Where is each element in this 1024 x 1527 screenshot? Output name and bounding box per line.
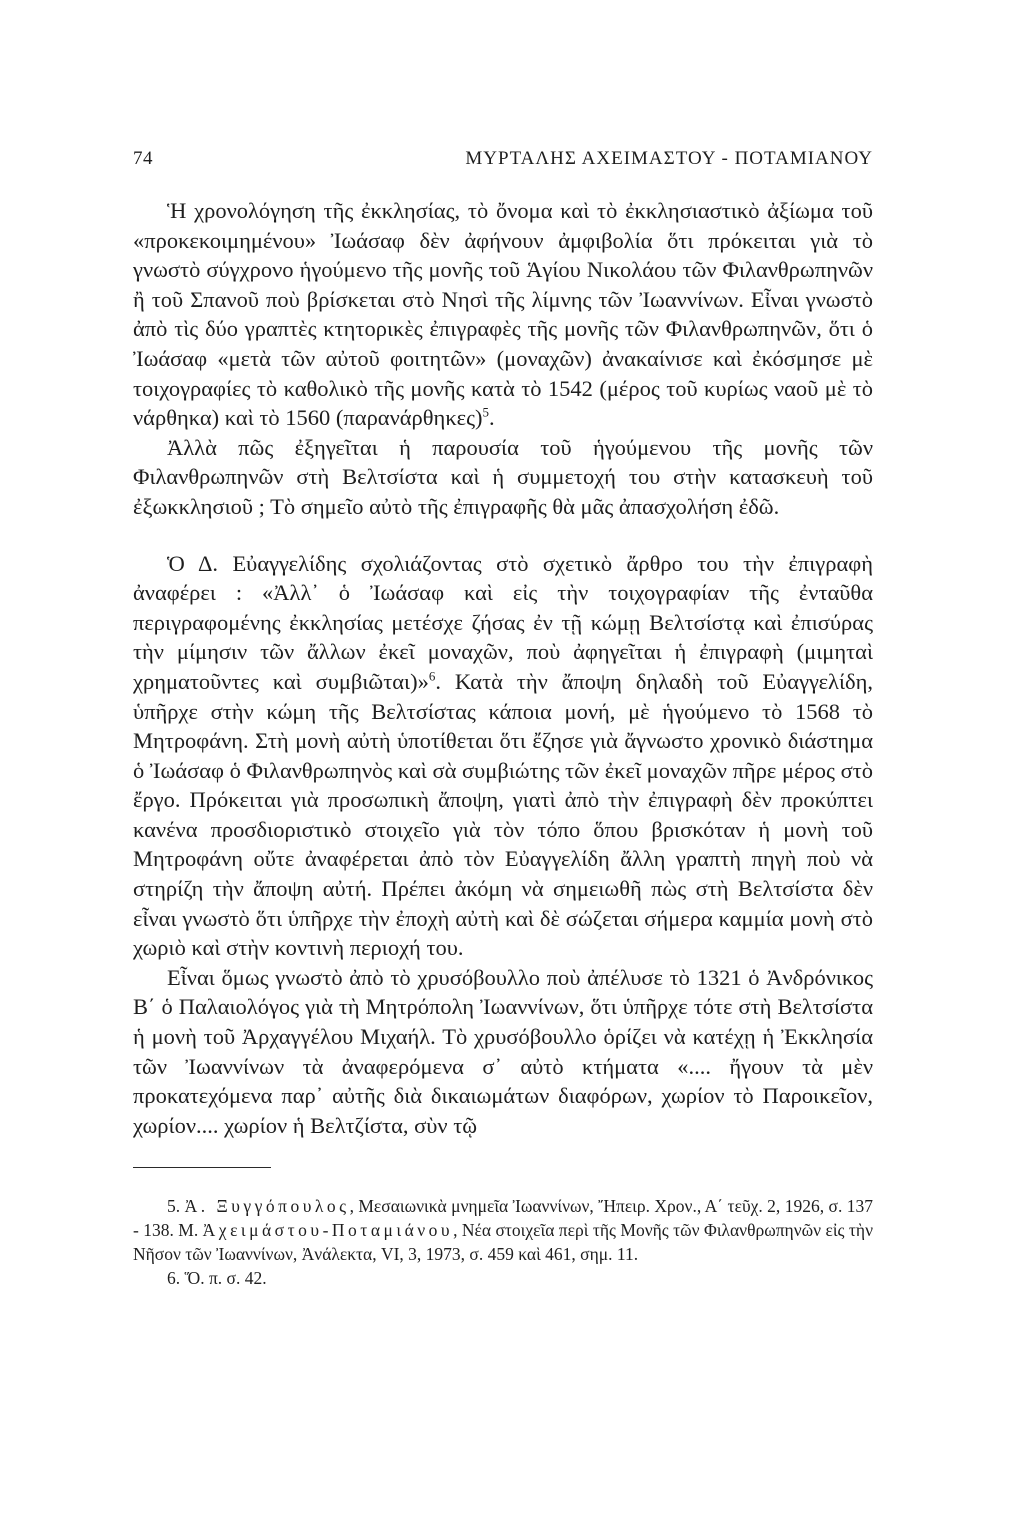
page-number: 74 [133, 148, 153, 169]
footnote-ref-6: 6 [428, 668, 436, 684]
footnote-6-number: 6. [167, 1268, 181, 1289]
paragraph-3 [133, 549, 873, 963]
footnote-5-author-2: Ἀχειμάστου-Ποταμιάνου [202, 1220, 454, 1241]
paragraph-3-text-a: Ὁ Δ. Εὐαγγελίδης σχολιάζοντας στὸ σχετικὸ ἄρθρο του τὴν ἐπιγραφὴ ἀναφέρει : «Ἀλλ᾿ ὁ Ἰωάσαφ καὶ εἰς τὴν τοιχογραφίαν τῆς ἐνταῦθα περιγραφομένης ἐκκλησίας μετέσχε ζήσας ἐν τῇ κώμῃ Βελτσίστᾳ καὶ ἐπισύρας τὴν μίμησιν τῶν ἄλλων ἐκεῖ μοναχῶν, ποὺ ἀφηγεῖται ἡ ἐπιγραφὴ (μιμηταὶ χρηματοῦντες καὶ συμβιῶται)» [133, 550, 873, 694]
paragraph-4: Εἶναι ὅμως γνωστὸ ἀπὸ τὸ χρυσόβουλλο ποὺ ἀπέλυσε τὸ 1321 ὁ Ἀνδρόνικος Β΄ ὁ Παλαιολόγος γιὰ τὴ Μητρόπολη Ἰωαννίνων, ὅτι ὑπῆρχε τότε στὴ Βελτσίστα ἡ μονὴ τοῦ Ἀρχαγγέλου Μιχαήλ. Τὸ χρυσόβουλλο ὁρίζει νὰ κατέχῃ ἡ Ἐκκλησία τῶν Ἰωαννίνων τὰ ἀναφερόμενα σ᾿ αὐτὸ κτήματα «.... ἤγουν τὰ μὲν προκατεχόμενα παρ᾿ αὐτῆς διὰ δικαιωμάτων διαφόρων, χωρίον τὸ Παροικεῖον, χωρίον.... χωρίον ἡ Βελτζίστα, σὺν τῷ [133, 964, 873, 1138]
footnote-5-author-1: Ἀ. Ξυγγόπουλος [184, 1196, 350, 1217]
footnote-5-text-1: , Μεσαιωνικὰ μνημεῖα Ἰωαννίνων, Ἤπειρ. Χρον., Α΄ τεῦχ. 2, 1926, σ. 137 - 138. Μ. [133, 1196, 874, 1241]
paragraph-1-text: Ἡ χρονολόγηση τῆς ἐκκλησίας, τὸ ὄνομα καὶ τὸ ἐκκλησιαστικὸ ἀξίωμα τοῦ «προκεκοιμημένου» Ἰωάσαφ δὲν ἀφήνουν ἀμφιβολία ὅτι πρόκειται γιὰ τὸ γνωστὸ σύγχρονο ἡγούμενο τῆς μονῆς τοῦ Ἁγίου Νικολάου τῶν Φιλανθρωπηνῶν ἢ τοῦ Σπανοῦ ποὺ βρίσκεται στὸ Νησὶ τῆς λίμνης τῶν Ἰωαννίνων. Εἶναι γνωστὸ ἀπὸ τὶς δύο γραπτὲς κτητορικὲς ἐπιγραφὲς τῆς μονῆς τῶν Φιλανθρωπηνῶν, ὅτι ὁ Ἰωάσαφ «μετὰ τῶν αὐτοῦ φοιτητῶν» (μοναχῶν) ἀνακαίνισε καὶ ἐκόσμησε μὲ τοιχογραφίες τὸ καθολικὸ τῆς μονῆς κατὰ τὸ 1542 (μέρος τοῦ κυρίως ναοῦ μὲ τὸ νάρθηκα) καὶ τὸ 1560 (παρανάρθηκες) [133, 198, 873, 431]
footnote-rule [133, 1167, 271, 1168]
footnote-6-text: Ὅ. π. σ. 42. [184, 1268, 267, 1289]
footnotes [133, 1194, 873, 1290]
paragraph-2: Ἀλλὰ πῶς ἐξηγεῖται ἡ παρουσία τοῦ ἡγούμενου τῆς μονῆς τῶν Φιλανθρωπηνῶν στὴ Βελτσίστα καὶ ἡ συμμετοχή του στὴν κατασκευὴ τοῦ ἐξωκκλησιοῦ ; Τὸ σημεῖο αὐτὸ τῆς ἐπιγραφῆς θὰ μᾶς ἀπασχολήση ἐδῶ. [133, 434, 873, 519]
page [133, 148, 873, 1290]
section-gap [133, 522, 873, 549]
footnote-6 [133, 1266, 873, 1290]
running-title: ΜΥΡΤΑΛΗΣ ΑΧΕΙΜΑΣΤΟΥ - ΠΟΤΑΜΙΑΝΟΥ [465, 148, 873, 169]
paragraph-3-text-b: . Κατὰ τὴν ἄποψη δηλαδὴ τοῦ Εὐαγγελίδη, ὑπῆρχε στὴν κώμη τῆς Βελτσίστας κάποια μονή, μὲ ἡγούμενο τὸ 1568 τὸ Μητροφάνη. Στὴ μονὴ αὐτὴ ὑποτίθεται ὅτι ἔζησε γιὰ ἄγνωστο χρονικὸ διάστημα ὁ Ἰωάσαφ ὁ Φιλανθρωπηνὸς καὶ σὰ συμβιώτης τῶν ἐκεῖ μοναχῶν πῆρε μέρος στὸ ἔργο. Πρόκειται γιὰ προσωπικὴ ἄποψη, γιατὶ ἀπὸ τὴν ἐπιγραφὴ δὲν προκύπτει κανένα προσδιοριστικὸ στοιχεῖο γιὰ τὸν τόπο ὅπου βρισκόταν ἡ μονὴ τοῦ Μητροφάνη οὔτε ἀναφέρεται ἀπὸ τὸν Εὐαγγελίδη ἄλλη γραπτὴ πηγὴ ποὺ νὰ στηρίζη τὴν ἄποψη αὐτή. Πρέπει ἀκόμη νὰ σημειωθῆ πὼς στὴ Βελτσίστα δὲν εἶναι γνωστὸ ὅτι ὑπῆρχε τὴν ἐποχὴ αὐτὴ καὶ δὲ σώζεται σήμερα καμμία μονὴ στὸ χωριὸ καὶ στὴν κοντινὴ περιοχή του. [133, 668, 873, 961]
footnote-5-text-2: , Νέα στοιχεῖα περὶ τῆς Μονῆς τῶν Φιλανθρωπηνῶν εἰς τὴν Νῆσον τῶν Ἰωαννίνων, Ἀνάλεκτα, VI, 3, 1973, σ. 459 καὶ 461, σημ. 11. [133, 1220, 873, 1265]
footnote-5 [133, 1194, 873, 1266]
footnote-ref-5: 5 [482, 404, 490, 420]
footnote-5-number: 5. [167, 1196, 181, 1217]
body-text [133, 196, 873, 1140]
paragraph-1 [133, 196, 873, 433]
running-head [133, 148, 873, 182]
paragraph-1-end: . [489, 405, 495, 431]
